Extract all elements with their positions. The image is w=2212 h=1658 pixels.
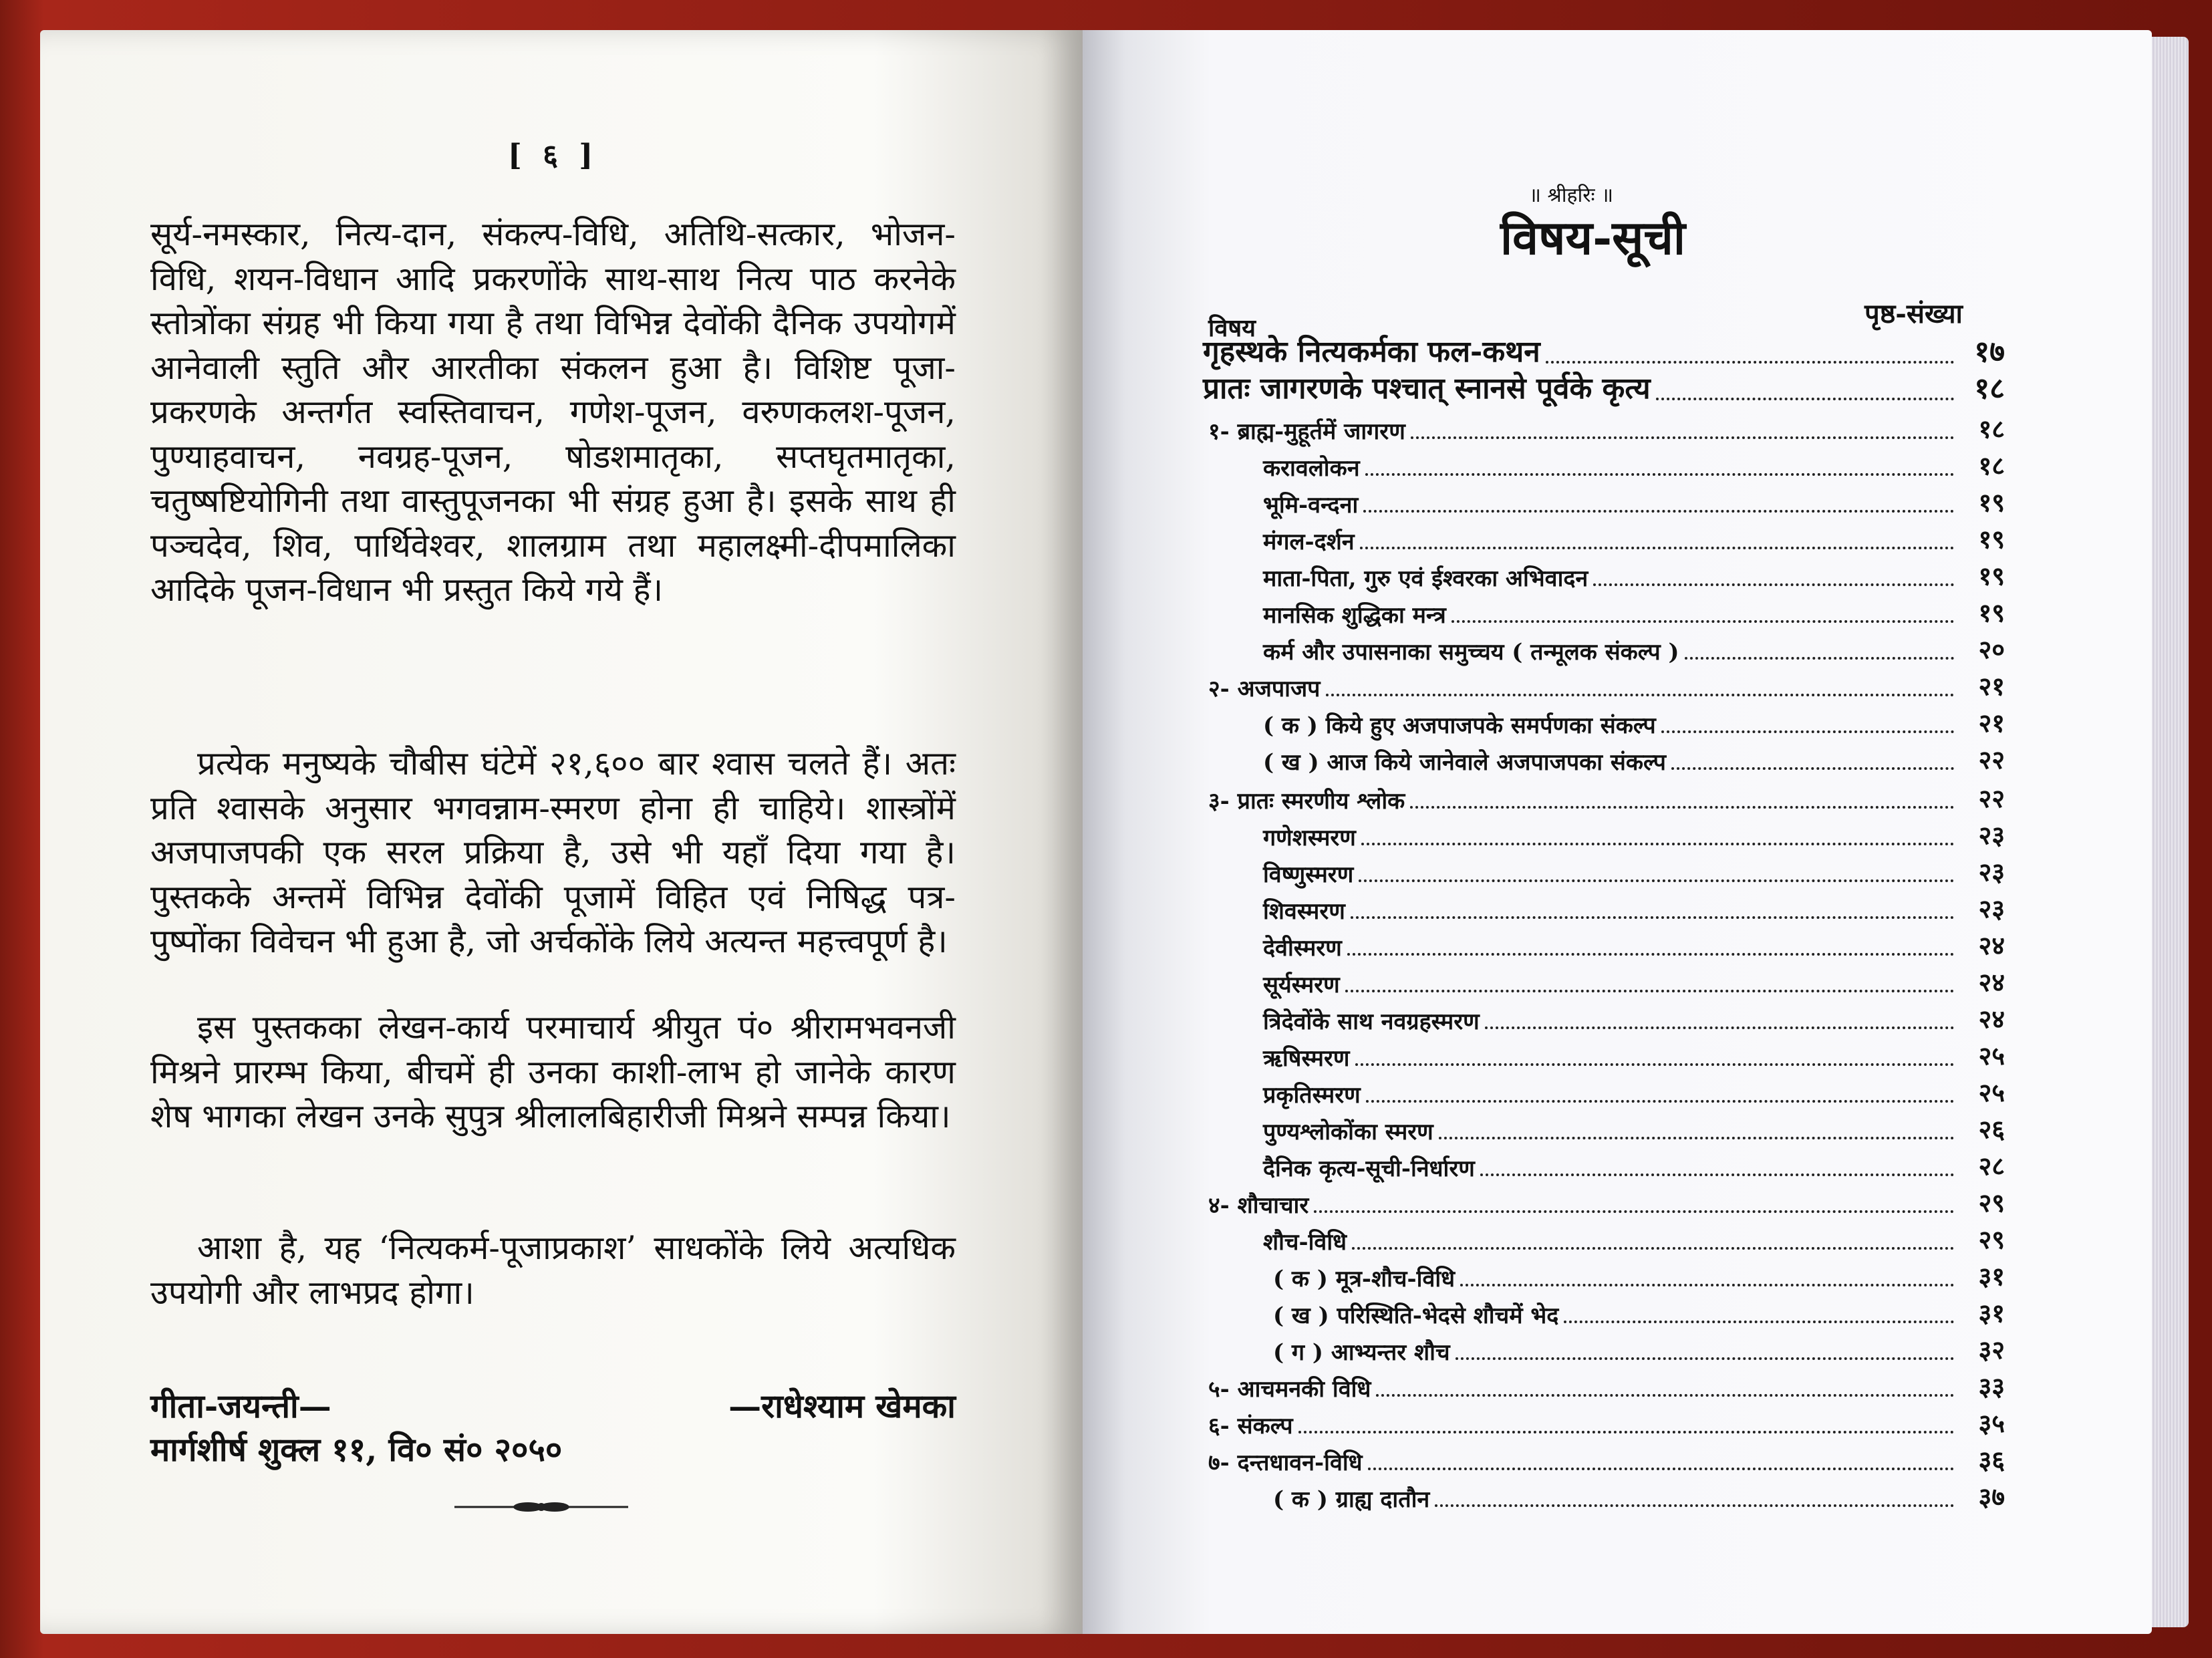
toc-entry [1263,521,2005,556]
toc-entry-page: २३ [1978,857,2005,887]
toc-entry-label: ( क ) ग्राह्य दातौन [1273,1486,1430,1513]
toc-leader-dots [1298,1431,1954,1433]
toc-entry [1263,1148,2005,1183]
toc-entry-page: ३१ [1978,1298,2005,1328]
toc-entry-label: प्रातः जागरणके पश्चात् स्नानसे पूर्वके कृत्य [1203,372,1651,406]
toc-leader-dots [1656,398,1954,400]
toc-leader-dots [1351,916,1954,919]
toc-entry [1208,781,2005,815]
toc-entry-page: २९ [1978,1224,2005,1254]
toc-entry-page: २३ [1978,893,2005,924]
toc-leader-dots [1480,1173,1954,1176]
toc-leader-dots [1314,1210,1954,1213]
toc-leader-dots [1363,510,1954,513]
toc-entry-label: गृहस्थके नित्यकर्मका फल-कथन [1203,335,1540,369]
toc-entry-label: करावलोकन [1263,455,1360,482]
toc-entry [1263,1111,2005,1146]
toc-entry-label: भूमि-वन्दना [1263,492,1359,519]
toc-entry-page: ३७ [1978,1482,2005,1512]
toc-entry-label: मानसिक शुद्धिका मन्त्र [1263,602,1446,629]
toc-entry [1203,335,2005,370]
toc-entry-label: १- ब्राह्म-मुहूर्तमें जागरण [1208,418,1405,445]
toc-title: विषय-सूची [1500,210,1686,265]
signature-occasion: गीता-जयन्ती— [150,1387,331,1425]
toc-entry-page: २५ [1978,1077,2005,1107]
toc-entry [1263,705,2005,740]
toc-leader-dots [1368,1468,1954,1470]
signature-row [150,1383,956,1427]
toc-entry-page: २४ [1978,1004,2005,1034]
page-number: [ ६ ] [508,138,599,172]
toc-entry-label: देवीस्मरण [1263,935,1342,962]
toc-entry-page: १९ [1978,561,2005,591]
toc-entry-label: २- अजपाजप [1208,676,1321,702]
toc-entry [1263,928,2005,962]
toc-entry [1263,595,2005,630]
toc-entry-page: २६ [1978,1114,2005,1144]
toc-leader-dots [1352,1247,1954,1250]
signature-author: —राधेश्याम खेमका [728,1387,956,1425]
toc-entry-page: २३ [1978,820,2005,850]
toc-entry-label: विष्णुस्मरण [1263,861,1354,888]
toc-entry-label: ( ख ) आज किये जानेवाले अजपाजपका संकल्प [1263,749,1666,776]
toc-entry-label: ( क ) किये हुए अजपाजपके समर्पणका संकल्प [1263,712,1656,739]
paragraph-2: प्रत्येक मनुष्यके चौबीस घंटेमें २१,६०० बार श्वास चलते हैं। अतः प्रति श्वासके अनुसार भगवन्नाम-स्मरण होना ही चाहिये। शास्त्रोंमें अजपाजपकी एक सरल प्रक्रिया है, उसे भी यहाँ दिया गया है। पुस्तकके अन्तमें विभिन्न देवोंकी पूजामें विहित एवं निषिद्ध पत्र-पुष्पोंका विवेचन भी हुआ है, जो अर्चकोंके लिये अत्यन्त महत्त्वपूर्ण है। [150,744,956,960]
toc-entry [1273,1332,2005,1367]
toc-entry [1273,1295,2005,1330]
toc-leader-dots [1685,657,1954,660]
toc-leader-dots [1485,1026,1954,1029]
toc-entry [1208,1405,2005,1440]
toc-entry-page: २१ [1978,708,2005,738]
toc-entry-page: ३३ [1978,1371,2005,1401]
toc-entry [1208,411,2005,446]
toc-entry-label: ३- प्रातः स्मरणीय श्लोक [1208,788,1405,815]
toc-entry-label: मंगल-दर्शन [1263,529,1355,555]
toc-entry-page: २२ [1978,744,2005,775]
toc-entry [1263,1001,2005,1036]
toc-entry-page: ३१ [1978,1261,2005,1291]
toc-entry [1208,1185,2005,1220]
ornament-divider [454,1497,628,1517]
toc-entry-label: प्रकृतिस्मरण [1263,1082,1361,1109]
toc-leader-dots [1365,473,1954,476]
toc-entry-label: ( क ) मूत्र-शौच-विधि [1273,1266,1456,1292]
toc-entry [1263,964,2005,999]
toc-leader-dots [1366,1100,1954,1103]
toc-leader-dots [1347,953,1954,956]
toc-leader-dots [1361,843,1954,845]
toc-entry-page: २९ [1978,1188,2005,1218]
toc-entry [1263,817,2005,852]
toc-entry-label: त्रिदेवोंके साथ नवग्रहस्मरण [1263,1008,1480,1035]
toc-entry-page: १७ [1974,335,2005,369]
toc-entry-page: २४ [1978,967,2005,997]
toc-entry-page: १८ [1978,414,2005,444]
toc-leader-dots [1671,767,1954,770]
paragraph-1: सूर्य-नमस्कार, नित्य-दान, संकल्प-विधि, अतिथि-सत्कार, भोजन-विधि, शयन-विधान आदि प्रकरणोंके साथ-साथ नित्य पाठ करनेके स्तोत्रोंका संग्रह भी किया गया है तथा विभिन्न देवोंकी दैनिक उपयोगमें आनेवाली स्तुति और आरतीका संकलन हुआ है। विशिष्ट पूजा-प्रकरणके अन्तर्गत स्वस्तिवाचन, गणेश-पूजन, वरुणकलश-पूजन, पुण्याहवाचन, नवग्रह-पूजन, षोडशमातृका, सप्तघृतमातृका, चतुष्षष्टियोगिनी तथा वास्तुपूजनका भी संग्रह हुआ है। इसके साथ ही पञ्चदेव, शिव, पार्थिवेश्वर, शालग्राम तथा महालक्ष्मी-दीपमालिका आदिके पूजन-विधान भी प्रस्तुत किये गये हैं। [150,215,956,609]
toc-entry [1263,891,2005,926]
toc-leader-dots [1345,990,1954,992]
toc-entry-page: १९ [1978,597,2005,628]
toc-leader-dots [1359,879,1954,882]
toc-entry-label: ६- संकल्प [1208,1413,1293,1439]
toc-leader-dots [1546,361,1954,364]
toc-leader-dots [1564,1321,1954,1323]
toc-entry-label: ५- आचमनकी विधि [1208,1376,1371,1403]
col-header-page: पृष्ठ-संख्या [1864,298,1963,329]
toc-entry-page: १८ [1974,372,2005,406]
toc-entry-page: २१ [1978,671,2005,701]
toc-leader-dots [1376,1394,1954,1397]
page-edges [2152,37,2189,1627]
toc-entry [1263,1222,2005,1256]
toc-leader-dots [1360,547,1954,549]
toc-entry-page: १९ [1978,487,2005,517]
toc-entry-page: ३५ [1978,1408,2005,1438]
toc-entry-page: २५ [1978,1041,2005,1071]
toc-entry [1263,1038,2005,1073]
paragraph-3: इस पुस्तकका लेखन-कार्य परमाचार्य श्रीयुत पं० श्रीरामभवनजी मिश्रने प्रारम्भ किया, बीचमें ही उनका काशी-लाभ हो जानेके कारण शेष भागका लेखन उनके सुपुत्र श्रीलालबिहारीजी मिश्रने सम्पन्न किया। [150,1008,956,1135]
toc-entry-page: २४ [1978,930,2005,960]
toc-leader-dots [1355,1063,1954,1066]
toc-entry [1263,632,2005,666]
toc-entry [1263,1075,2005,1109]
toc-entry-label: पुण्यश्लोकोंका स्मरण [1263,1119,1433,1145]
toc-entry-label: ऋषिस्मरण [1263,1045,1350,1072]
toc-entry-label: सूर्यस्मरण [1263,972,1340,998]
toc-entry-page: २२ [1978,783,2005,813]
toc-entry [1208,1442,2005,1477]
toc-entry [1263,485,2005,519]
toc-entry [1263,558,2005,593]
toc-entry [1203,372,2005,407]
toc-entry-page: १९ [1978,524,2005,554]
toc-entry [1263,854,2005,889]
toc-entry-label: शिवस्मरण [1263,898,1345,925]
toc-entry-page: २० [1978,634,2005,664]
toc-entry-label: गणेशस्मरण [1263,825,1356,851]
toc-entry-label: ४- शौचाचार [1208,1192,1309,1219]
toc-leader-dots [1326,694,1955,696]
toc-entry [1208,1369,2005,1403]
toc-entry-label: शौच-विधि [1263,1229,1347,1256]
toc-entry [1263,448,2005,482]
signature-date: मार्गशीर्ष शुक्ल ११, वि० सं० २०५० [150,1430,563,1469]
toc-entry [1208,668,2005,703]
toc-entry [1273,1479,2005,1514]
col-header-subject: विषय [1208,314,1256,342]
toc-leader-dots [1439,1137,1954,1139]
toc-entry-page: ३६ [1978,1445,2005,1475]
toc-leader-dots [1451,620,1954,623]
toc-entry-page: २८ [1978,1151,2005,1181]
toc-entry-label: माता-पिता, गुरु एवं ईश्वरका अभिवादन [1263,565,1588,592]
toc-entry [1273,1258,2005,1293]
toc-entry [1263,742,2005,777]
toc-entry-label: ( ग ) आभ्यन्तर शौच [1273,1339,1450,1366]
toc-leader-dots [1661,730,1954,733]
toc-entry-label: ( ख ) परिस्थिति-भेदसे शौचमें भेद [1273,1302,1559,1329]
toc-leader-dots [1435,1504,1954,1507]
toc-entry-page: ३२ [1978,1335,2005,1365]
toc-entry-label: दैनिक कृत्य-सूची-निर्धारण [1263,1155,1475,1182]
invocation: ॥ श्रीहरिः ॥ [1529,184,1614,207]
paragraph-4: आशा है, यह ‘नित्यकर्म-पूजाप्रकाश’ साधकोंके लिये अत्यधिक उपयोगी और लाभप्रद होगा। [150,1229,956,1312]
toc-entry-label: ७- दन्तधावन-विधि [1208,1449,1363,1476]
toc-leader-dots [1593,583,1954,586]
toc-leader-dots [1456,1357,1954,1360]
toc-entry-page: १८ [1978,450,2005,480]
toc-leader-dots [1460,1284,1954,1286]
toc-leader-dots [1410,806,1954,809]
toc-entry-label: कर्म और उपासनाका समुच्चय ( तन्मूलक संकल्प ) [1263,639,1679,666]
toc-leader-dots [1411,436,1954,439]
